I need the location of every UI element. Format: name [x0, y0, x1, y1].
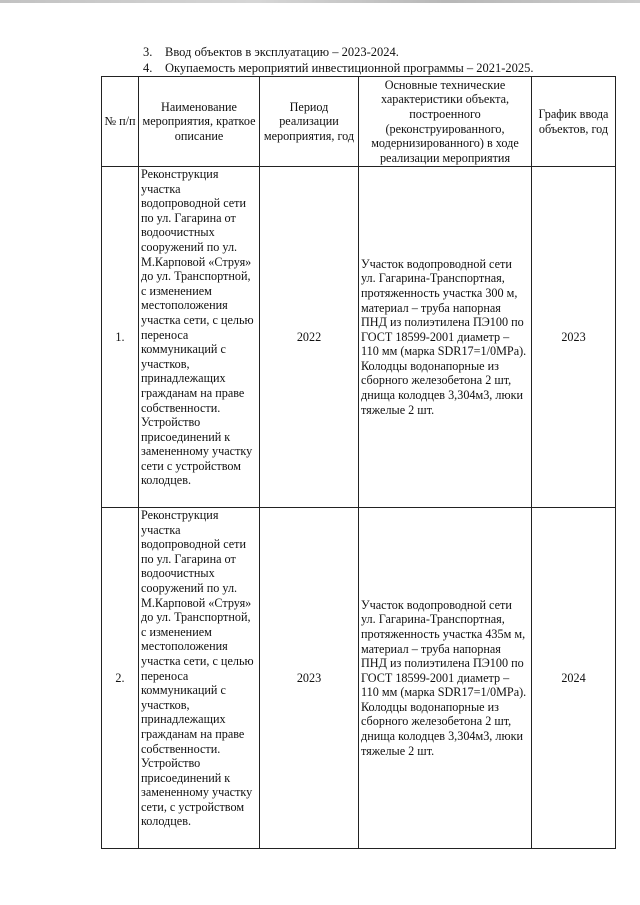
list-item-text: Окупаемость мероприятий инвестиционной программы – 2021-2025. [165, 61, 534, 75]
row-period: 2022 [260, 167, 359, 508]
header-description: Наименование мероприятия, краткое описание [139, 77, 260, 167]
header-period: Период реализации мероприятия, год [260, 77, 359, 167]
row-period: 2023 [260, 508, 359, 849]
row-technical-characteristics: Участок водопроводной сети ул. Гагарина-Транспортная, протяженность участка 435м м, материал – труба напорная ПНД из полиэтилена ПЭ100 по ГОСТ 18599-2001 диаметр – 110 мм (марка SDR17=1/0MPa). Колодцы водонапорные из сборного железобетона 2 шт, днища колодцев 3,304м3, люки тяжелые 2 шт. [359, 508, 532, 849]
table-row [102, 508, 616, 849]
row-description: Реконструкция участка водопроводной сети по ул. Гагарина от водоочистных сооружений по ул. М.Карповой «Струя» до ул. Транспортной, с изменением местоположения участка сети, с целью переноса коммуникаций с участков, принадлежащих гражданам на праве собственности. Устройство присоединений к замененному участку сети с устройством колодцев. [139, 167, 260, 508]
table-row [102, 167, 616, 508]
table-header-row [102, 77, 616, 167]
header-number: № п/п [102, 77, 139, 167]
scan-edge [0, 0, 640, 3]
list-item [143, 60, 534, 76]
row-commissioning-year: 2023 [532, 167, 616, 508]
list-item-number: 3. [143, 45, 153, 59]
header-technical-characteristics: Основные технические характеристики объекта, построенного (реконструированного, модернизированного) в ходе реализации мероприятия [359, 77, 532, 167]
row-description: Реконструкция участка водопроводной сети по ул. Гагарина от водоочистных сооружений по ул. М.Карповой «Струя» до ул. Транспортной, с изменением местоположения участка сети, с целью переноса коммуникаций с участков, принадлежащих гражданам на праве собственности. Устройство присоединений к замененному участку сети, с устройством колодцев. [139, 508, 260, 849]
investment-program-table [101, 76, 616, 849]
list-item-text: Ввод объектов в эксплуатацию – 2023-2024. [165, 45, 399, 59]
header-commissioning-schedule: График ввода объектов, год [532, 77, 616, 167]
numbered-list [143, 44, 534, 76]
list-item-number: 4. [143, 61, 153, 75]
row-number: 1. [102, 167, 139, 508]
row-commissioning-year: 2024 [532, 508, 616, 849]
row-technical-characteristics: Участок водопроводной сети ул. Гагарина-Транспортная, протяженность участка 300 м, материал – труба напорная ПНД из полиэтилена ПЭ100 по ГОСТ 18599-2001 диаметр – 110 мм (марка SDR17=1/0MPa). Колодцы водонапорные из сборного железобетона 2 шт, днища колодцев 3,304м3, люки тяжелые 2 шт. [359, 167, 532, 508]
list-item [143, 44, 534, 60]
row-number: 2. [102, 508, 139, 849]
